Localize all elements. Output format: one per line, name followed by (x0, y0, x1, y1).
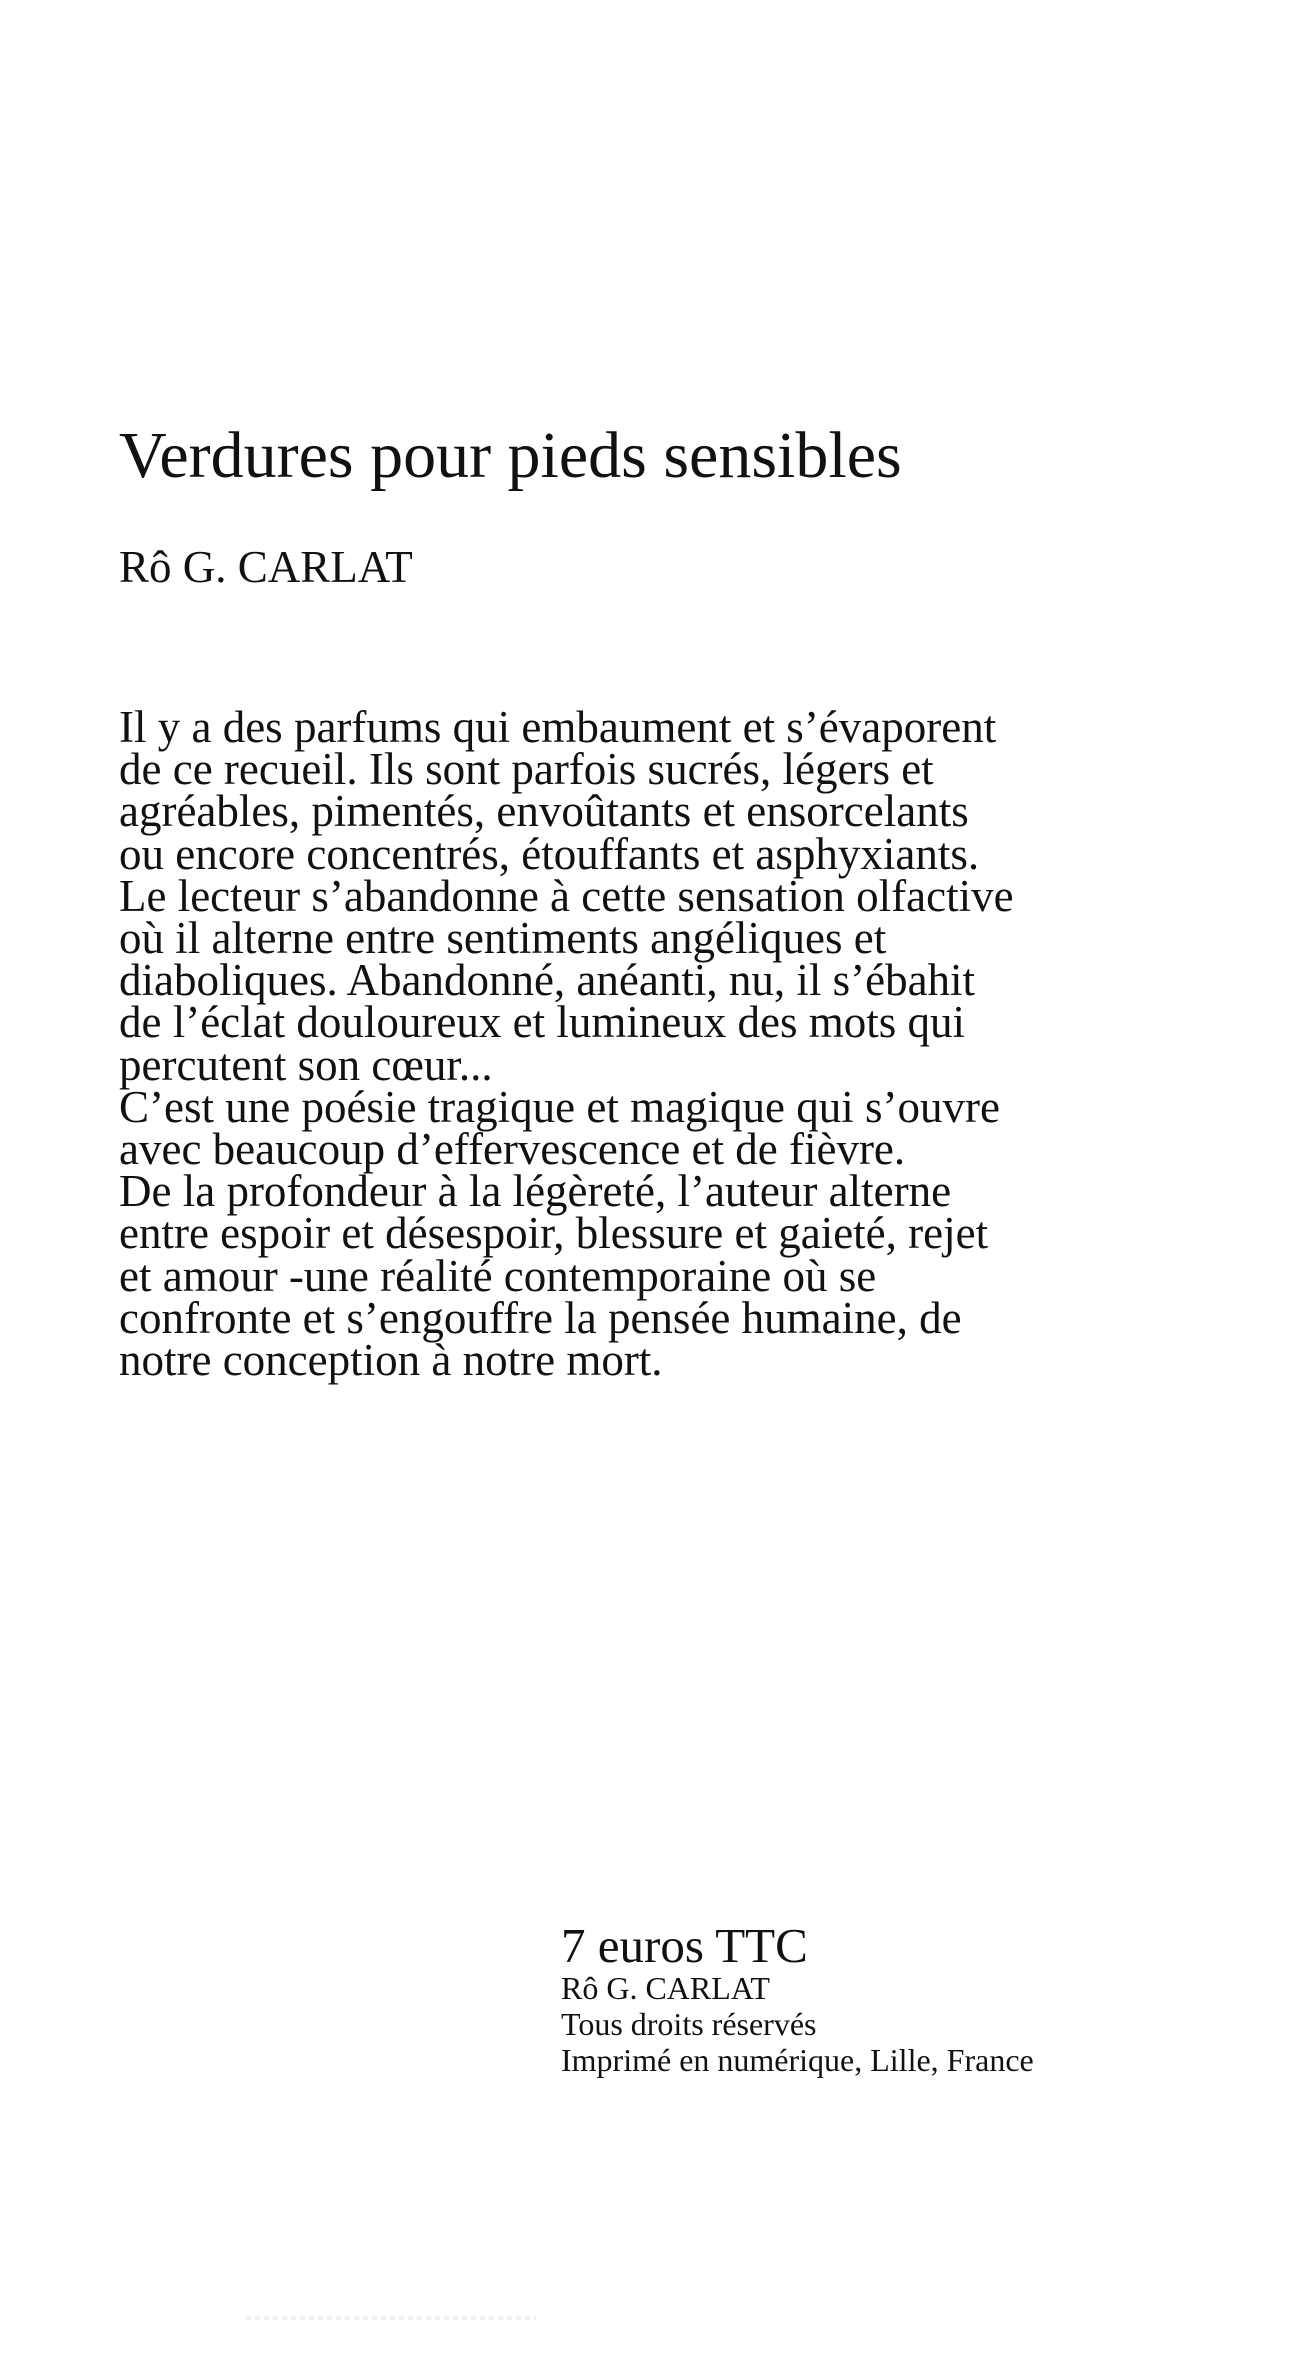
colophon (561, 1918, 1281, 2078)
colophon-author: Rô G. CARLAT (561, 1970, 770, 2006)
book-title: Verdures pour pieds sensibles (119, 419, 902, 492)
price: 7 euros TTC (561, 1918, 808, 1973)
back-cover-blurb (119, 702, 1019, 1386)
blurb-paragraph: De la profondeur à la légèreté, l’auteur alterne entre espoir et désespoir, blessure et gaieté, rejet et amour -une réalité contemporaine où se confronte et s’engouffre la pensée humaine, de notre conception à notre mort. (119, 1166, 989, 1386)
book-author: Rô G. CARLAT (119, 542, 413, 592)
rights-notice: Tous droits réservés (561, 2006, 817, 2042)
faint-scan-artifact (246, 2316, 536, 2320)
blurb-paragraph: Il y a des parfums qui embaument et s’évaporent de ce recueil. Ils sont parfois sucrés, légers et agréables, pimentés, envoûtants et ensorcelants ou encore concentrés, étouffants et asphyxiants. (119, 702, 997, 879)
blurb-paragraph: C’est une poésie tragique et magique qui s’ouvre avec beaucoup d’effervescence et de fièvre. (119, 1081, 1000, 1175)
blurb-paragraph: Le lecteur s’abandonne à cette sensation olfactive où il alterne entre sentiments angéliques et diaboliques. Abandonné, anéanti, nu, il s’ébahit de l’éclat douloureux et lumineux des mots qui percutent son cœur... (119, 870, 1014, 1090)
printing-info: Imprimé en numérique, Lille, France (561, 2042, 1034, 2078)
